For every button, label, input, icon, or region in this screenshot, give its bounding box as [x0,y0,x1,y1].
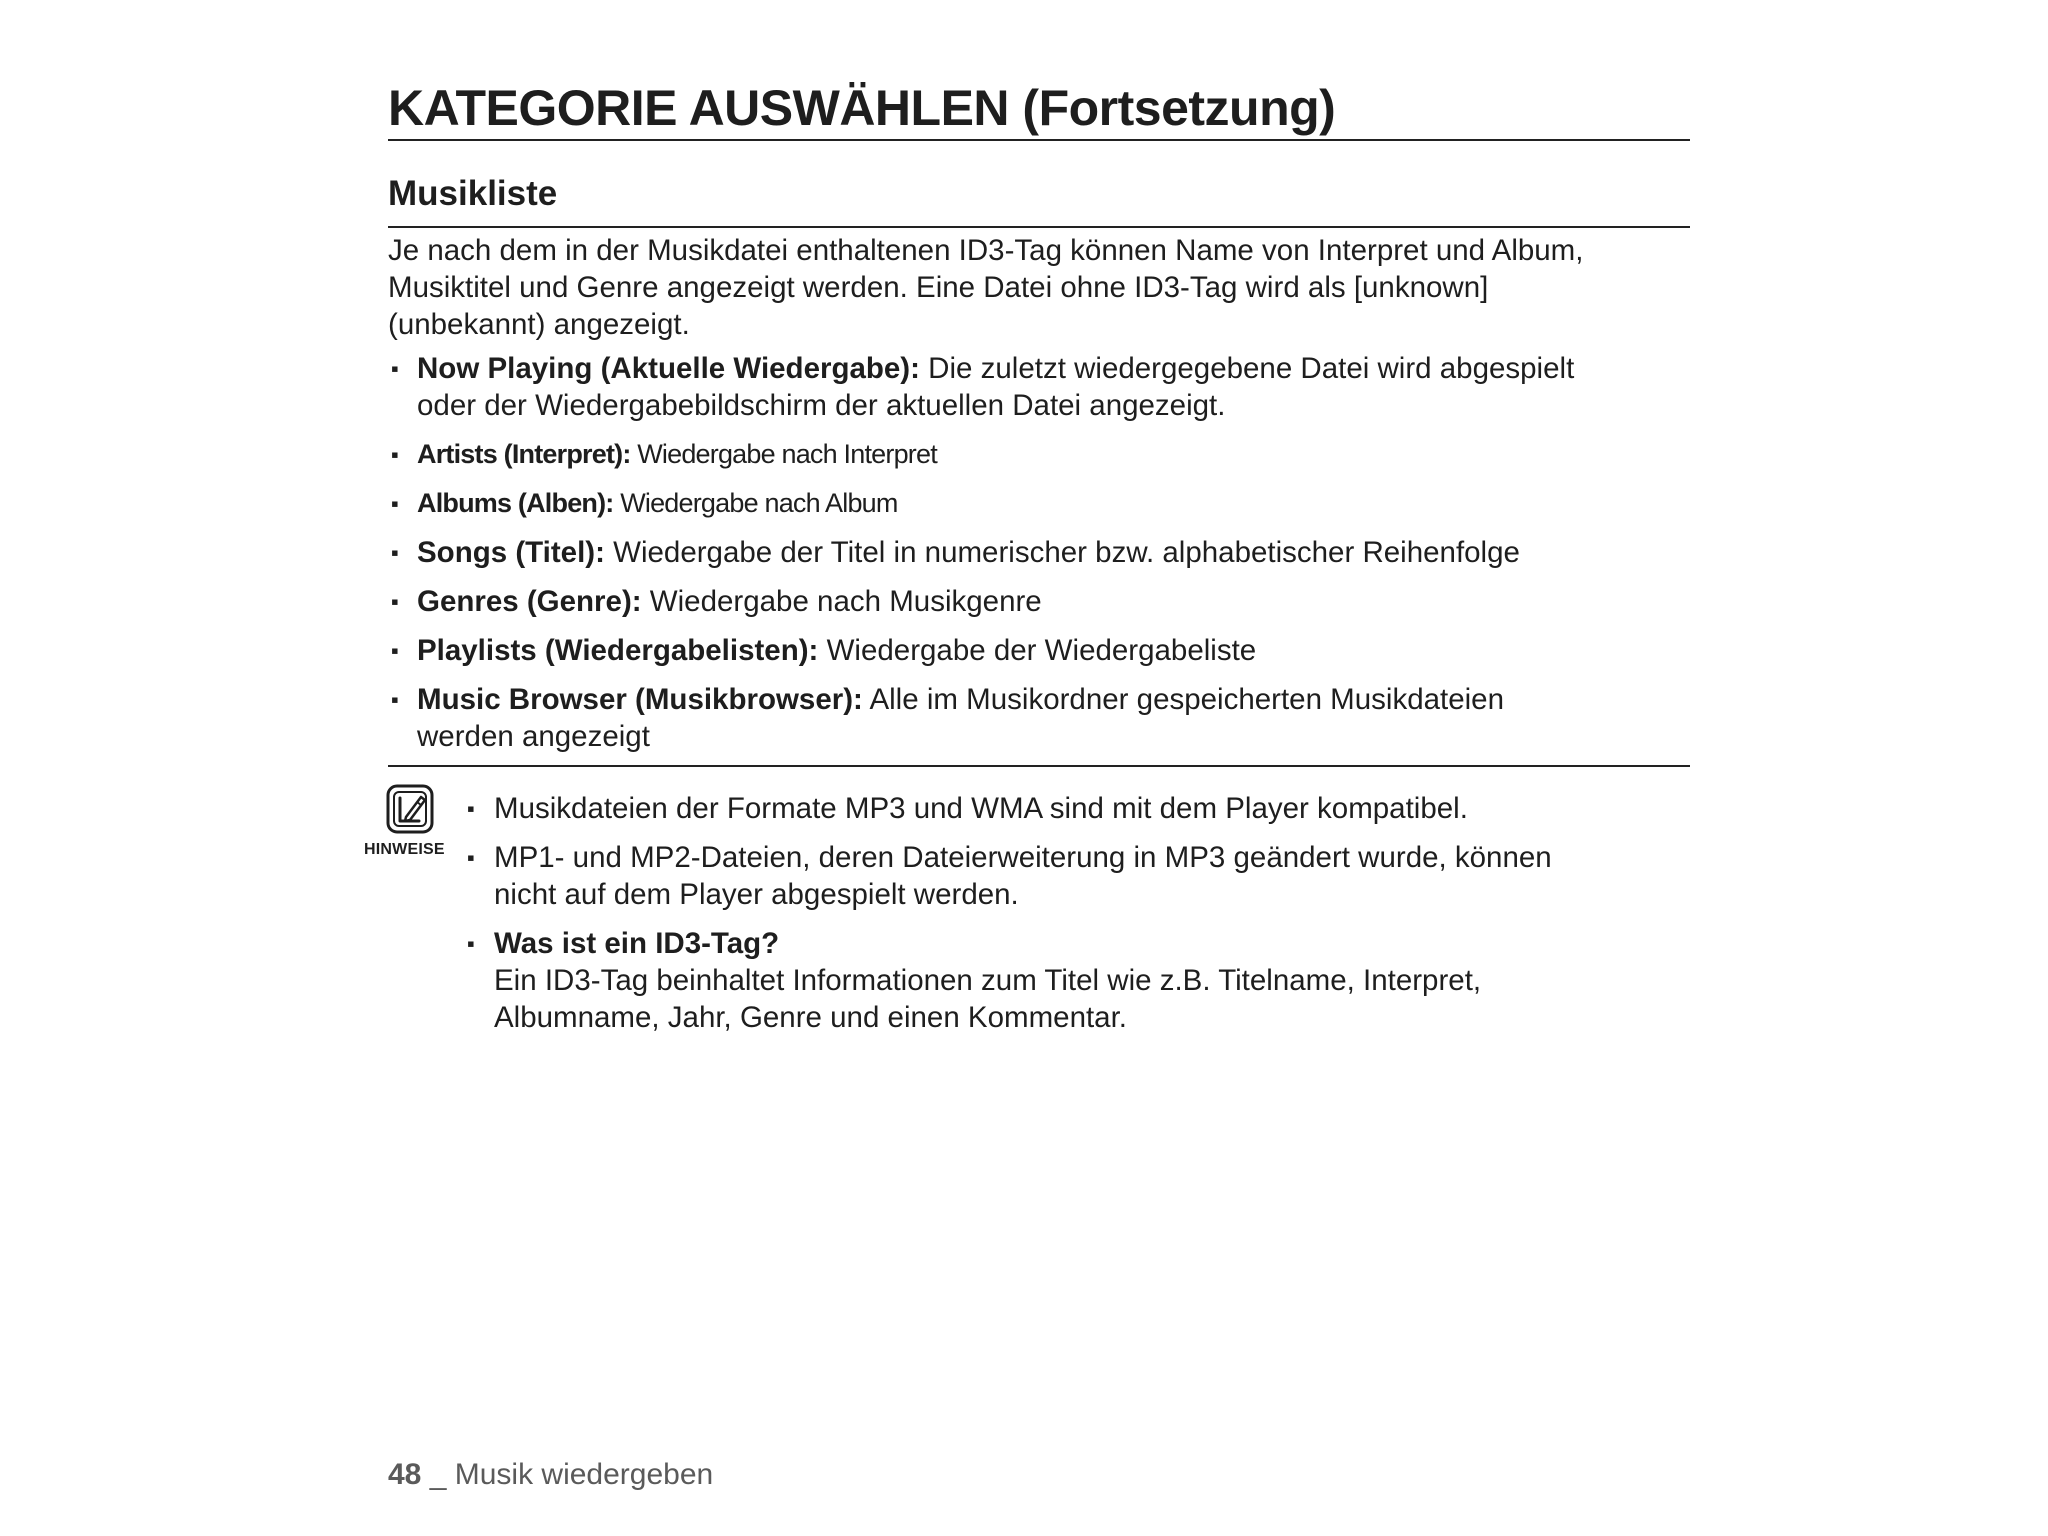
item-line [417,681,1688,718]
item-term: Songs (Titel): [417,536,605,569]
item-line [417,632,1688,669]
bullet-marker: ▪ [391,540,399,565]
list-item-playlists [388,632,1688,669]
note-line: Ein ID3-Tag beinhaltet Informationen zum Titel wie z.B. Titelname, Interpret, [494,964,1482,997]
item-description: Alle im Musikordner gespeicherten Musikdateien [862,683,1504,716]
item-description: Wiedergabe nach Interpret [630,439,937,469]
section-title: Musikliste [388,174,558,213]
list-item-now-playing [388,350,1688,424]
item-line [417,583,1688,620]
intro-line: Je nach dem in der Musikdatei enthaltenen ID3-Tag können Name von Interpret und Album, [388,234,1584,267]
item-line [417,485,1688,522]
note-line: nicht auf dem Player abgespielt werden. [494,878,1019,911]
item-term: Now Playing (Aktuelle Wiedergabe): [417,352,920,385]
bullet-marker: ▪ [467,931,475,956]
bullet-marker: ▪ [467,796,475,821]
note-question: Was ist ein ID3-Tag? [494,927,780,960]
section-divider [388,226,1690,228]
item-description-continued: oder der Wiedergabebildschirm der aktuellen Datei angezeigt. [417,389,1226,422]
note-list [464,790,1694,1048]
item-line [417,350,1688,387]
bullet-marker: ▪ [391,687,399,712]
note-line: Albumname, Jahr, Genre und einen Kommentar. [494,1001,1127,1034]
note-item [464,790,1694,827]
item-description: Wiedergabe der Titel in numerischer bzw. alphabetischer Reihenfolge [604,536,1520,569]
item-line [417,534,1688,571]
item-term: Playlists (Wiedergabelisten): [417,634,819,667]
intro-paragraph [388,232,1688,343]
item-term: Genres (Genre): [417,585,642,618]
note-label: HINWEISE [364,841,445,858]
item-line [417,436,1688,473]
bullet-marker: ▪ [391,589,399,614]
note-line: Musikdateien der Formate MP3 und WMA sind mit dem Player kompatibel. [494,792,1468,825]
list-item-genres [388,583,1688,620]
intro-line: (unbekannt) angezeigt. [388,308,690,341]
category-list [388,350,1688,767]
page-number: 48 [388,1458,422,1491]
page-title: KATEGORIE AUSWÄHLEN (Fortsetzung) [388,80,1336,136]
footer-separator: _ [421,1458,455,1491]
list-divider [388,765,1690,767]
item-term: Music Browser (Musikbrowser): [417,683,863,716]
item-description: Wiedergabe nach Album [613,488,898,518]
item-description: Die zuletzt wiedergegebene Datei wird abgespielt [919,352,1575,385]
list-item-songs [388,534,1688,571]
intro-line: Musiktitel und Genre angezeigt werden. Eine Datei ohne ID3-Tag wird als [unknown] [388,271,1489,304]
bullet-marker: ▪ [391,442,398,467]
title-divider [388,139,1690,141]
bullet-marker: ▪ [467,845,475,870]
note-item [464,839,1694,913]
item-term: Artists (Interpret): [417,439,631,469]
list-item-albums [388,485,1688,522]
bullet-marker: ▪ [391,638,399,663]
note-pencil-icon [386,784,434,834]
bullet-marker: ▪ [391,491,398,516]
note-item-id3 [464,925,1694,1036]
item-description: Wiedergabe nach Musikgenre [641,585,1042,618]
page-footer [388,1458,713,1492]
chapter-name: Musik wiedergeben [454,1458,714,1491]
item-term: Albums (Alben): [417,488,614,518]
list-item-artists [388,436,1688,473]
item-description: Wiedergabe der Wiedergabeliste [818,634,1257,667]
item-description-continued: werden angezeigt [417,720,650,753]
bullet-marker: ▪ [391,356,399,381]
list-item-music-browser [388,681,1688,755]
note-line: MP1- und MP2-Dateien, deren Dateierweiterung in MP3 geändert wurde, können [494,841,1552,874]
